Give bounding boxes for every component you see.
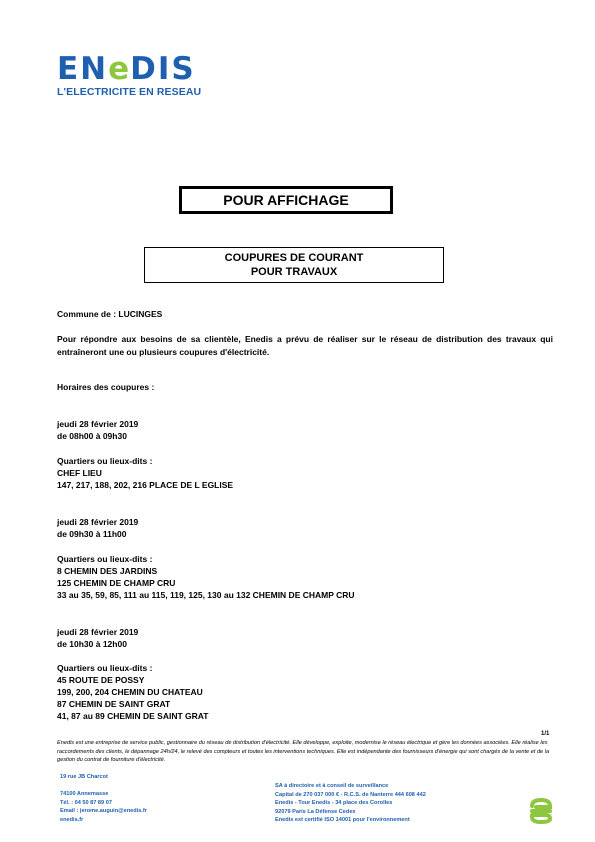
place-line: 45 ROUTE DE POSSY xyxy=(57,675,145,685)
commune-label: Commune de : LUCINGES xyxy=(57,309,163,319)
logo-tagline: L'ELECTRICITE EN RESEAU xyxy=(57,86,202,98)
quartiers-label: Quartiers ou lieux-dits : xyxy=(57,554,153,564)
quartiers-label: Quartiers ou lieux-dits : xyxy=(57,456,153,466)
enedis-logo xyxy=(57,52,201,98)
outage-date: jeudi 28 février 2019 xyxy=(57,517,139,527)
place-line: 8 CHEMIN DES JARDINS xyxy=(57,566,158,576)
place-line: CHEF LIEU xyxy=(57,468,102,478)
website-link[interactable]: enedis.fr xyxy=(60,816,84,823)
subtitle-box xyxy=(144,247,444,283)
outage-date: jeudi 28 février 2019 xyxy=(57,627,139,637)
address-line: 19 rue JB Charcot xyxy=(60,774,108,780)
logo-wordmark: ENeDIS xyxy=(57,51,196,87)
legal-line: 92079 Paris La Défense Cedex xyxy=(275,808,356,815)
footer-note: Enedis est une entreprise de service public, gestionnaire du réseau de distribution d'électricité. Elle développe, exploite, modernise le réseau électrique et gère les données associées. Elle réalise les raccordements des clients, le dépannage 24h/24, le relevé des compteurs et toutes les interventions techniques. Elle est indépendante des fournisseurs d'énergie qui sont chargés de la vente et de la gestion du contrat de fourniture d'électricité. xyxy=(57,740,550,763)
legal-line: SA à directoire et à conseil de surveillance xyxy=(275,783,389,789)
outage-time: de 09h30 à 11h00 xyxy=(57,529,127,539)
place-line: 41, 87 au 89 CHEMIN DE SAINT GRAT xyxy=(57,711,209,721)
address-line: Tél. : 04 50 87 89 07 xyxy=(60,799,112,806)
legal-line: Enedis - Tour Enedis - 34 place des Corolles xyxy=(275,800,393,806)
legal-line: Enedis est certifié ISO 14001 pour l'environnement xyxy=(275,817,410,823)
place-line: 199, 200, 204 CHEMIN DU CHATEAU xyxy=(57,687,203,697)
subtitle-line1: COUPURES DE COURANT xyxy=(224,252,364,264)
address-line: 74100 Annemasse xyxy=(60,791,109,797)
legal-line: Capital de 270 037 000 € - R.C.S. de Nanterre 444 608 442 xyxy=(275,791,426,798)
enedis-glyph-icon xyxy=(527,797,555,825)
address-left xyxy=(60,773,147,824)
subtitle-line2: POUR TRAVAUX xyxy=(250,266,338,278)
quartiers-label: Quartiers ou lieux-dits : xyxy=(57,663,153,673)
address-line xyxy=(60,782,147,791)
place-line: 125 CHEMIN DE CHAMP CRU xyxy=(57,578,176,588)
header-box: POUR AFFICHAGE xyxy=(179,186,393,214)
outage-time: de 10h30 à 12h00 xyxy=(57,639,127,649)
intro-paragraph: Pour répondre aux besoins de sa clientèle, Enedis a prévu de réaliser sur le réseau de distribution des travaux qui entraîneront une ou plusieurs coupures d'électricité. xyxy=(57,334,553,357)
outage-time: de 08h00 à 09h30 xyxy=(57,431,127,441)
address-right xyxy=(275,782,426,825)
email-link[interactable]: Email : jerome.auguin@enedis.fr xyxy=(60,808,147,814)
page-number: 1/1 xyxy=(541,731,550,737)
place-line: 33 au 35, 59, 85, 111 au 115, 119, 125, 130 au 132 CHEMIN DE CHAMP CRU xyxy=(57,590,355,600)
horaires-label: Horaires des coupures : xyxy=(57,382,155,392)
place-line: 87 CHEMIN DE SAINT GRAT xyxy=(57,699,171,709)
place-line: 147, 217, 188, 202, 216 PLACE DE L EGLISE xyxy=(57,480,234,490)
outage-date: jeudi 28 février 2019 xyxy=(57,419,139,429)
